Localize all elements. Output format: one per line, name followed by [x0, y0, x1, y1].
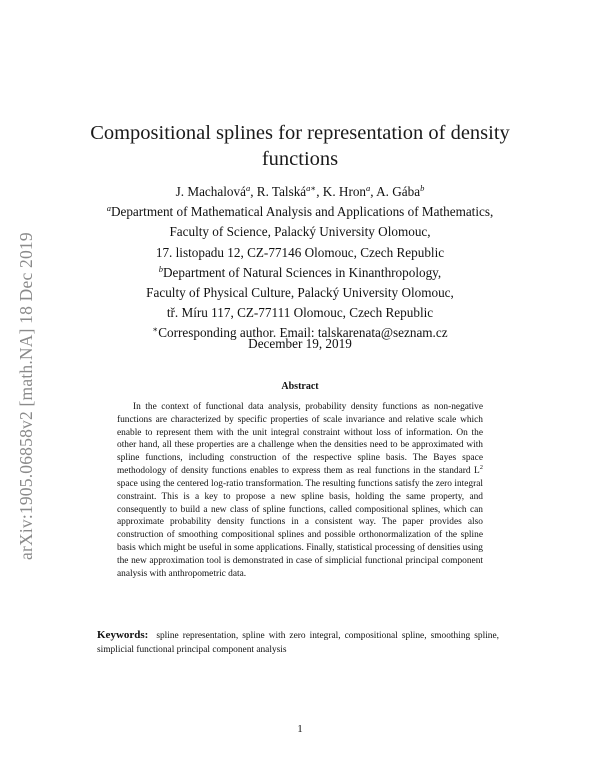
paper-title: Compositional splines for representation of density functions	[90, 122, 510, 170]
abstract-superscript: 2	[479, 464, 483, 472]
corresponding-text: Corresponding author. Email: talskarenata@seznam.cz	[158, 325, 448, 341]
paper-date: December 19, 2019	[248, 336, 352, 351]
affiliation-line: Department of Natural Sciences in Kinanthropology,	[163, 264, 442, 280]
arxiv-stamp: arXiv:1905.06858v2 [math.NA] 18 Dec 2019	[16, 232, 36, 560]
affiliation-mark: b	[420, 183, 425, 193]
abstract-heading: Abstract	[281, 381, 319, 392]
affiliation-b	[40, 263, 560, 324]
abstract-text: In the context of functional data analysis, probability density functions as non-negative functions are characterized by specific properties of scale invariance and relative scale which enable to represent them with the unit integral constraint without loss of information. On the other hand, all these properties are a challenge when the densities need to be approximated with spline functions, including construction of the respective spline basis. The Bayes space methodology of density functions enables to express them as real functions in the standard L	[117, 402, 483, 477]
corresponding-mark: ∗	[152, 324, 159, 335]
author-name: R. Talská	[256, 184, 307, 199]
affiliation-a	[40, 202, 560, 263]
page-number: 1	[297, 723, 303, 735]
affiliation-mark: a∗	[306, 183, 317, 193]
affiliation-line: Department of Mathematical Analysis and Applications of Mathematics,	[110, 204, 494, 220]
abstract-text: space using the centered log-ratio transformation. The resulting functions satisfy the zero integral constraint. This is a key to propose a new spline basis, holding the same property, and consequently to build a new class of spline functions, called compositional splines, which can approximate probability density functions in a consistent way. The paper provides also construction of smoothing compositional splines and possible orthonormalization of the spline basis which might be useful in some applications. Finally, statistical processing of densities using the new approximation tool is demonstrated in case of simplicial functional principal component analysis with anthropometric data.	[117, 478, 483, 579]
keywords-text: spline representation, spline with zero integral, compositional spline, smoothing spline, simplicial functional principal component analysis	[97, 631, 499, 655]
author-name: J. Machalová	[175, 184, 246, 199]
affiliation-mark: a	[106, 203, 111, 214]
author-name: K. Hron	[322, 184, 367, 199]
keywords-block	[97, 628, 499, 657]
keywords-label: Keywords:	[97, 629, 149, 641]
affiliation-mark: a	[366, 183, 371, 193]
affiliation-mark: a	[245, 183, 251, 193]
author-block	[40, 182, 560, 344]
affiliation-line: tř. Míru 117, CZ-77111 Olomouc, Czech Republic	[166, 305, 434, 321]
affiliation-line: Faculty of Science, Palacký University Olomouc,	[169, 224, 431, 240]
affiliation-line: 17. listopadu 12, CZ-77146 Olomouc, Czech Republic	[155, 244, 445, 260]
author-name: A. Gába	[376, 184, 421, 199]
author-line: J. Machalová$^a$, R. Talská$^{a∗}$, K. Hron$^a$, A. Gába$^b$	[175, 183, 425, 199]
affiliation-mark: b	[158, 263, 164, 274]
affiliation-line: Faculty of Physical Culture, Palacký University Olomouc,	[146, 285, 454, 301]
abstract-body	[117, 401, 483, 580]
